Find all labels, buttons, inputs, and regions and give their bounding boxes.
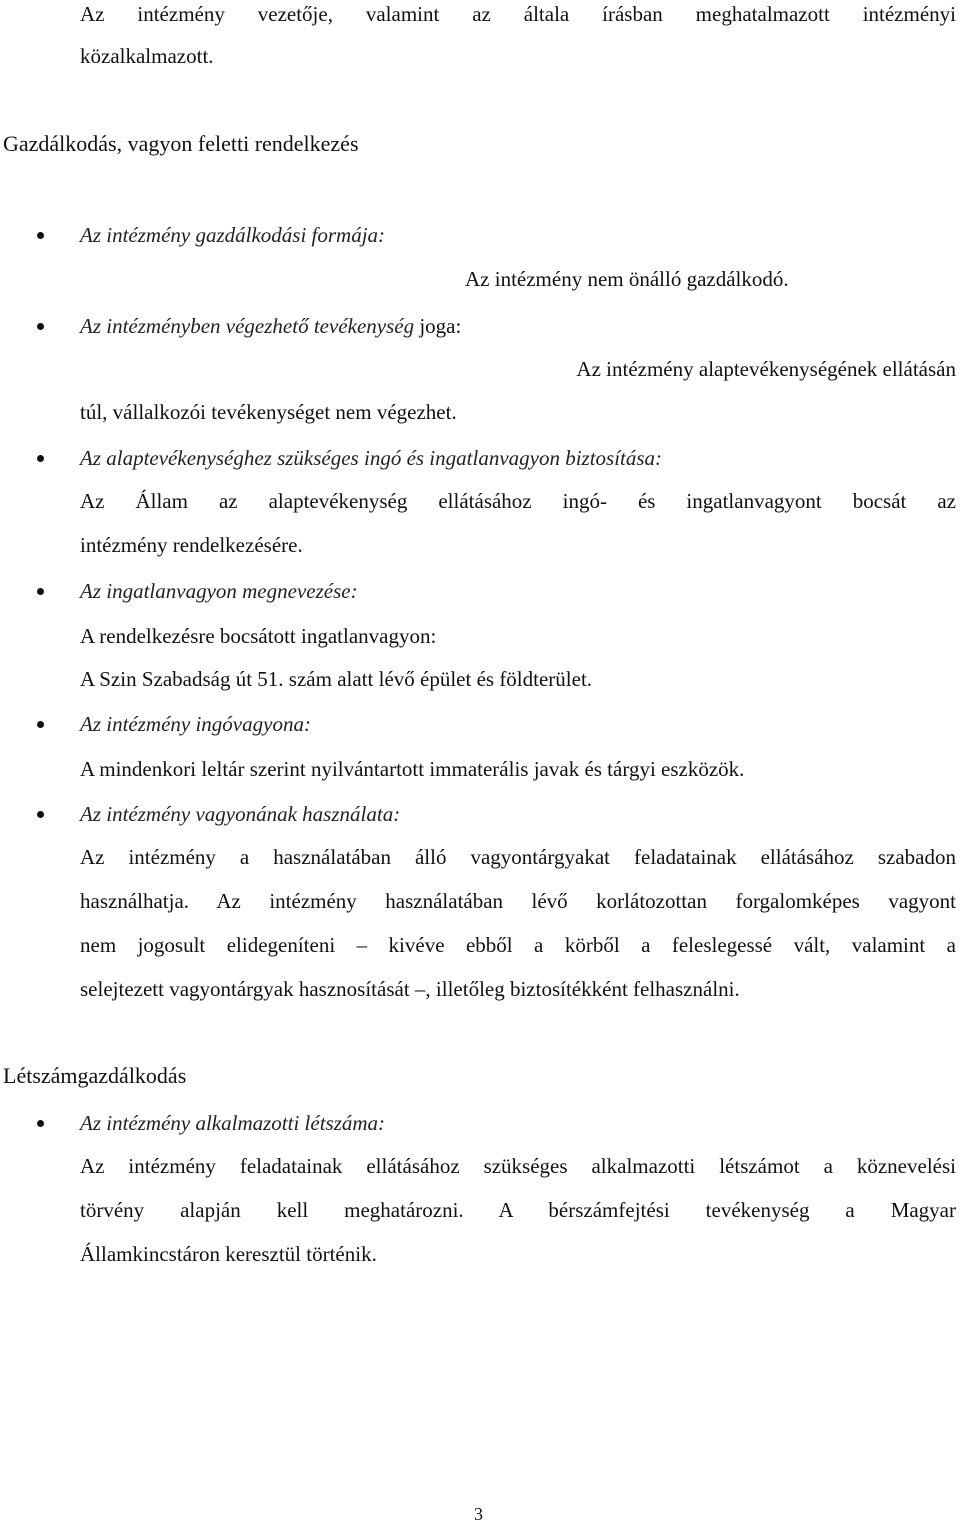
bullet-icon <box>37 721 44 728</box>
section-heading-letszam: Létszámgazdálkodás <box>3 1063 187 1088</box>
item-label-ingatlan-megnevezes: Az ingatlanvagyon megnevezése: <box>80 579 358 603</box>
item-label-gazd-forma: Az intézmény gazdálkodási formája: <box>80 223 386 247</box>
item-label-vagyon-hasznalat: Az intézmény vagyonának használata: <box>80 802 401 826</box>
item-label-letszam: Az intézmény alkalmazotti létszáma: <box>80 1111 386 1135</box>
item-text-ingo-ingatlan-1: Az Állam az alaptevékenység ellátásához ingó- és ingatlanvagyont bocsát az <box>80 489 956 513</box>
item-text-gazd-forma: Az intézmény nem önálló gazdálkodó. <box>465 267 789 291</box>
section-heading-gazdalkodas: Gazdálkodás, vagyon feletti rendelkezés <box>3 131 359 156</box>
item-text-ingatlan-2: A Szin Szabadság út 51. szám alatt lévő épület és földterület. <box>80 667 593 691</box>
item-text-letszam-3: Államkincstáron keresztül történik. <box>80 1242 377 1266</box>
item-text-letszam-2: törvény alapján kell meghatározni. A bérszámfejtési tevékenység a Magyar <box>80 1198 956 1222</box>
bullet-icon <box>37 232 44 239</box>
item-label-ingo-ingatlan: Az alaptevékenységhez szükséges ingó és ingatlanvagyon biztosítása: <box>80 446 663 470</box>
item-text-ingovagyon: A mindenkori leltár szerint nyilvántartott immaterális javak és tárgyi eszközök. <box>80 757 745 781</box>
item-text-vagyon-2: használhatja. Az intézmény használatában lévő korlátozottan forgalomképes vagyont <box>80 889 956 913</box>
bullet-icon <box>37 1120 44 1127</box>
item-text-tevekenyseg-2: túl, vállalkozói tevékenységet nem végezhet. <box>80 400 457 424</box>
bullet-icon <box>37 811 44 818</box>
bullet-icon <box>37 455 44 462</box>
item-label-tevekenyseg-italic: Az intézményben végezhető tevékenység <box>80 314 415 338</box>
bullet-icon <box>37 588 44 595</box>
item-text-vagyon-4: selejtezett vagyontárgyak hasznosítását –, illetőleg biztosítékként felhasználni. <box>80 977 740 1001</box>
intro-line-2: közalkalmazott. <box>80 44 214 68</box>
bullet-icon <box>37 323 44 330</box>
item-text-vagyon-3: nem jogosult elidegeníteni – kivéve ebből a körből a feleslegessé vált, valamint a <box>80 933 956 957</box>
item-label-tevekenyseg-rest: joga: <box>414 314 462 338</box>
item-text-tevekenyseg-1: Az intézmény alaptevékenységének ellátásán <box>576 357 956 381</box>
page-number: 3 <box>474 1504 483 1524</box>
item-text-letszam-1: Az intézmény feladatainak ellátásához szükséges alkalmazotti létszámot a köznevelési <box>80 1154 956 1178</box>
item-text-vagyon-1: Az intézmény a használatában álló vagyontárgyakat feladatainak ellátásához szabadon <box>80 845 956 869</box>
item-text-ingatlan-1: A rendelkezésre bocsátott ingatlanvagyon: <box>80 624 437 648</box>
item-label-ingovagyon: Az intézmény ingóvagyona: <box>80 712 311 736</box>
item-label-tevekenyseg <box>80 312 461 340</box>
intro-line-1: Az intézmény vezetője, valamint az általa írásban meghatalmazott intézményi <box>80 2 956 26</box>
item-text-ingo-ingatlan-2: intézmény rendelkezésére. <box>80 533 303 557</box>
